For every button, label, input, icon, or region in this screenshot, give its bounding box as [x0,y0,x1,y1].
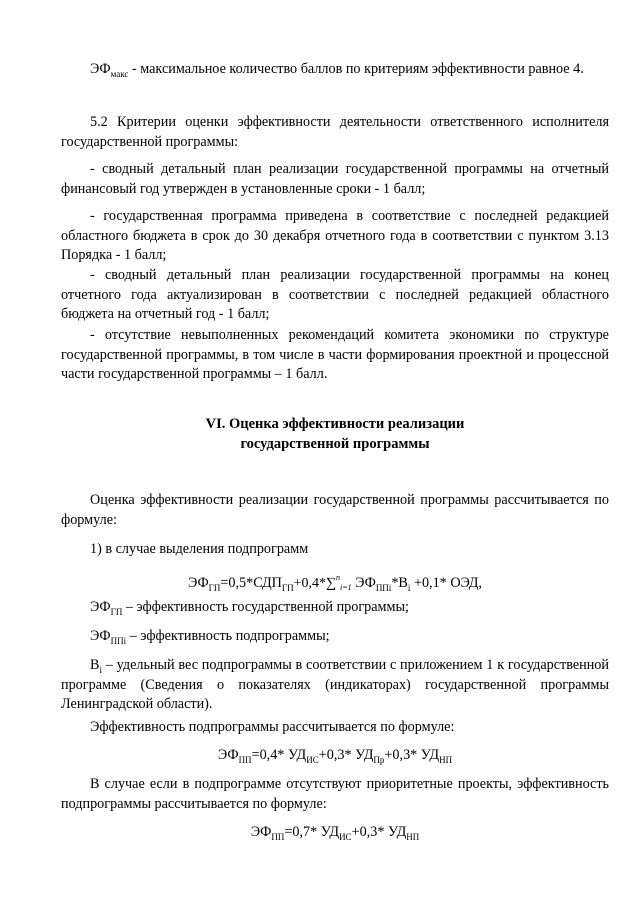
criterion-2: - государственная программа приведена в соответствие с последней редакцией областного бюджета в срок до 30 декабря отчетного года в соответствии с пунктом 3.13 Порядка - 1 балл; [61,208,609,263]
subscript: макс [110,68,129,79]
criterion-4: - отсутствие невыполненных рекомендаций комитета экономики по структуре государственной программы, в том числе в части формирования проектной и процессной части государственной программы – 1 балл. [61,327,609,382]
formula-subprogram-efficiency: $ЭФ_{ПП}=0,4*$ $УД_{ИС}+0,3*$ $УД_{Пр}+0,3*$ $УД_{НП}$ [217,747,453,765]
definition-program-efficiency: $ЭФ_{ГП}$ – эффективность государственной программы; [90,599,409,617]
formula-subprogram-no-priority: $ЭФ_{ПП}=0,7*$ $УД_{ИС}+0,3*$ $УД_{НП}$ [250,824,420,842]
section-5-2-paragraph: 5.2 Критерии оценки эффективности деятельности ответственного исполнителя государственной программы: [61,114,609,150]
section-heading-line-1: VI. Оценка эффективности реализации [205,416,465,432]
symbol: ЭФ [90,61,111,77]
no-priority-projects-paragraph: В случае если в подпрограмме отсутствуют приоритетные проекты, эффективность подпрограммы рассчитывается по формуле: [61,776,609,812]
criterion-3: - сводный детальный план реализации государственной программы на конец отчетного года актуализирован в соответствии с последней редакцией областного бюджета на отчетный год - 1 балл; [61,267,609,322]
case-with-subprograms: 1) в случае выделения подпрограмм [90,541,309,557]
definition-subprogram-efficiency: $ЭФ_{ППi}$ – эффективность подпрограммы; [90,628,330,646]
evaluation-intro: Оценка эффективности реализации государственной программы рассчитывается по формуле: [61,492,609,528]
subprogram-efficiency-intro: Эффективность подпрограммы рассчитывается по формуле: [90,719,455,735]
max-score-definition [61,60,609,80]
section-heading-line-2: государственной программы [240,436,430,452]
definition-subprogram-weight: $В_i$ – удельный вес подпрограммы в соответствии с приложением 1 к государственной программе (Сведения о показателях (индикаторах) государственной программы Ленинградской области). [61,657,609,712]
definition-text: - максимальное количество баллов по критериям эффективности равное 4. [128,61,584,77]
formula-program-efficiency: $ЭФ_{ГП}=0,5*СДП_{ГП}+0,4*\sum^n_{i=1}$ $ЭФ_{ППi}*В_i +0,1*$ ОЭД, [188,573,482,593]
criterion-1: - сводный детальный план реализации государственной программы на отчетный финансовый год утвержден в установленные сроки - 1 балл; [61,161,609,197]
